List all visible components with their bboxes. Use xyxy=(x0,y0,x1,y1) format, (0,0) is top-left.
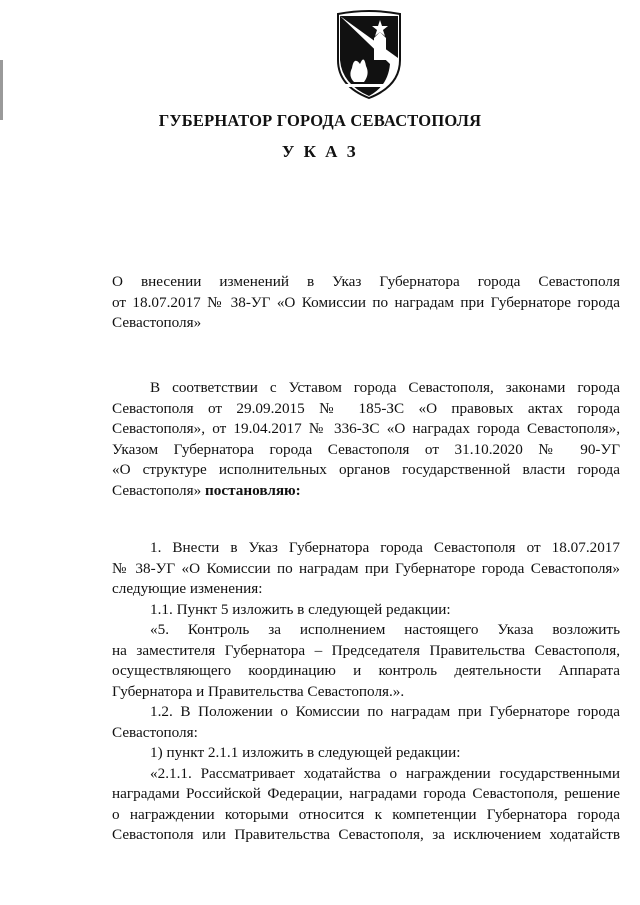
authority-title: ГУБЕРНАТОР ГОРОДА СЕВАСТОПОЛЯ xyxy=(158,111,482,130)
preamble-line: В соответствии с Уставом города Севастополя, законами города xyxy=(150,379,620,396)
body-line: 1.1. Пункт 5 изложить в следующей редакции: xyxy=(150,600,451,618)
preamble-line: «О структуре исполнительных органов государственной власти города xyxy=(112,461,620,478)
subject-line: от 18.07.2017 № 38-УГ «О Комиссии по наградам при Губернаторе города xyxy=(112,293,620,311)
preamble-final-line xyxy=(112,481,620,502)
body-line: Севастополя: xyxy=(112,723,198,741)
decree-subject xyxy=(112,272,620,334)
preamble-line: Севастополя от 29.09.2015 № 185-ЗС «О правовых актах города xyxy=(112,399,620,417)
body-line: 1. Внести в Указ Губернатора города Севастополя от 18.07.2017 xyxy=(150,539,620,556)
body-line: о награждении которыми относится к компетенции Губернатора города xyxy=(112,805,620,823)
body-line: Губернатора и Правительства Севастополя.». xyxy=(112,682,405,700)
resolution-word: постановляю: xyxy=(205,481,301,499)
body-line: «5. Контроль за исполнением настоящего Указа возложить xyxy=(150,621,620,638)
preamble-line: Севастополя», от 19.04.2017 № 336-ЗС «О наградах города Севастополя», xyxy=(112,420,620,437)
subject-line: Севастополя» xyxy=(112,314,202,331)
subject-line: О внесении изменений в Указ Губернатора города Севастополя xyxy=(112,273,620,290)
sevastopol-coat-of-arms-emblem xyxy=(330,8,408,100)
preamble-text: Севастополя» xyxy=(112,481,202,499)
body-line: наградами Российской Федерации, наградами города Севастополя, решение xyxy=(112,785,620,802)
body-line: на заместителя Губернатора – Председателя Правительства Севастополя, xyxy=(112,641,620,659)
body-line: «2.1.1. Рассматривает ходатайства о награждении государственными xyxy=(150,764,620,782)
body-line: № 38-УГ «О Комиссии по наградам при Губернаторе города Севастополя» xyxy=(112,559,620,577)
decree-body xyxy=(112,538,620,846)
preamble xyxy=(112,378,620,501)
body-line: осуществляющего координацию и контроль деятельности Аппарата xyxy=(112,662,620,679)
body-line: 1) пункт 2.1.1 изложить в следующей редакции: xyxy=(150,744,461,761)
document-type-title: У К А З xyxy=(281,142,359,161)
body-line: следующие изменения: xyxy=(112,580,263,597)
body-line: Севастополя или Правительства Севастополя, за исключением ходатайств xyxy=(112,826,620,843)
preamble-line: Указом Губернатора города Севастополя от 31.10.2020 № 90-УГ xyxy=(112,440,620,458)
body-line: 1.2. В Положении о Комиссии по наградам при Губернаторе города xyxy=(150,703,620,720)
